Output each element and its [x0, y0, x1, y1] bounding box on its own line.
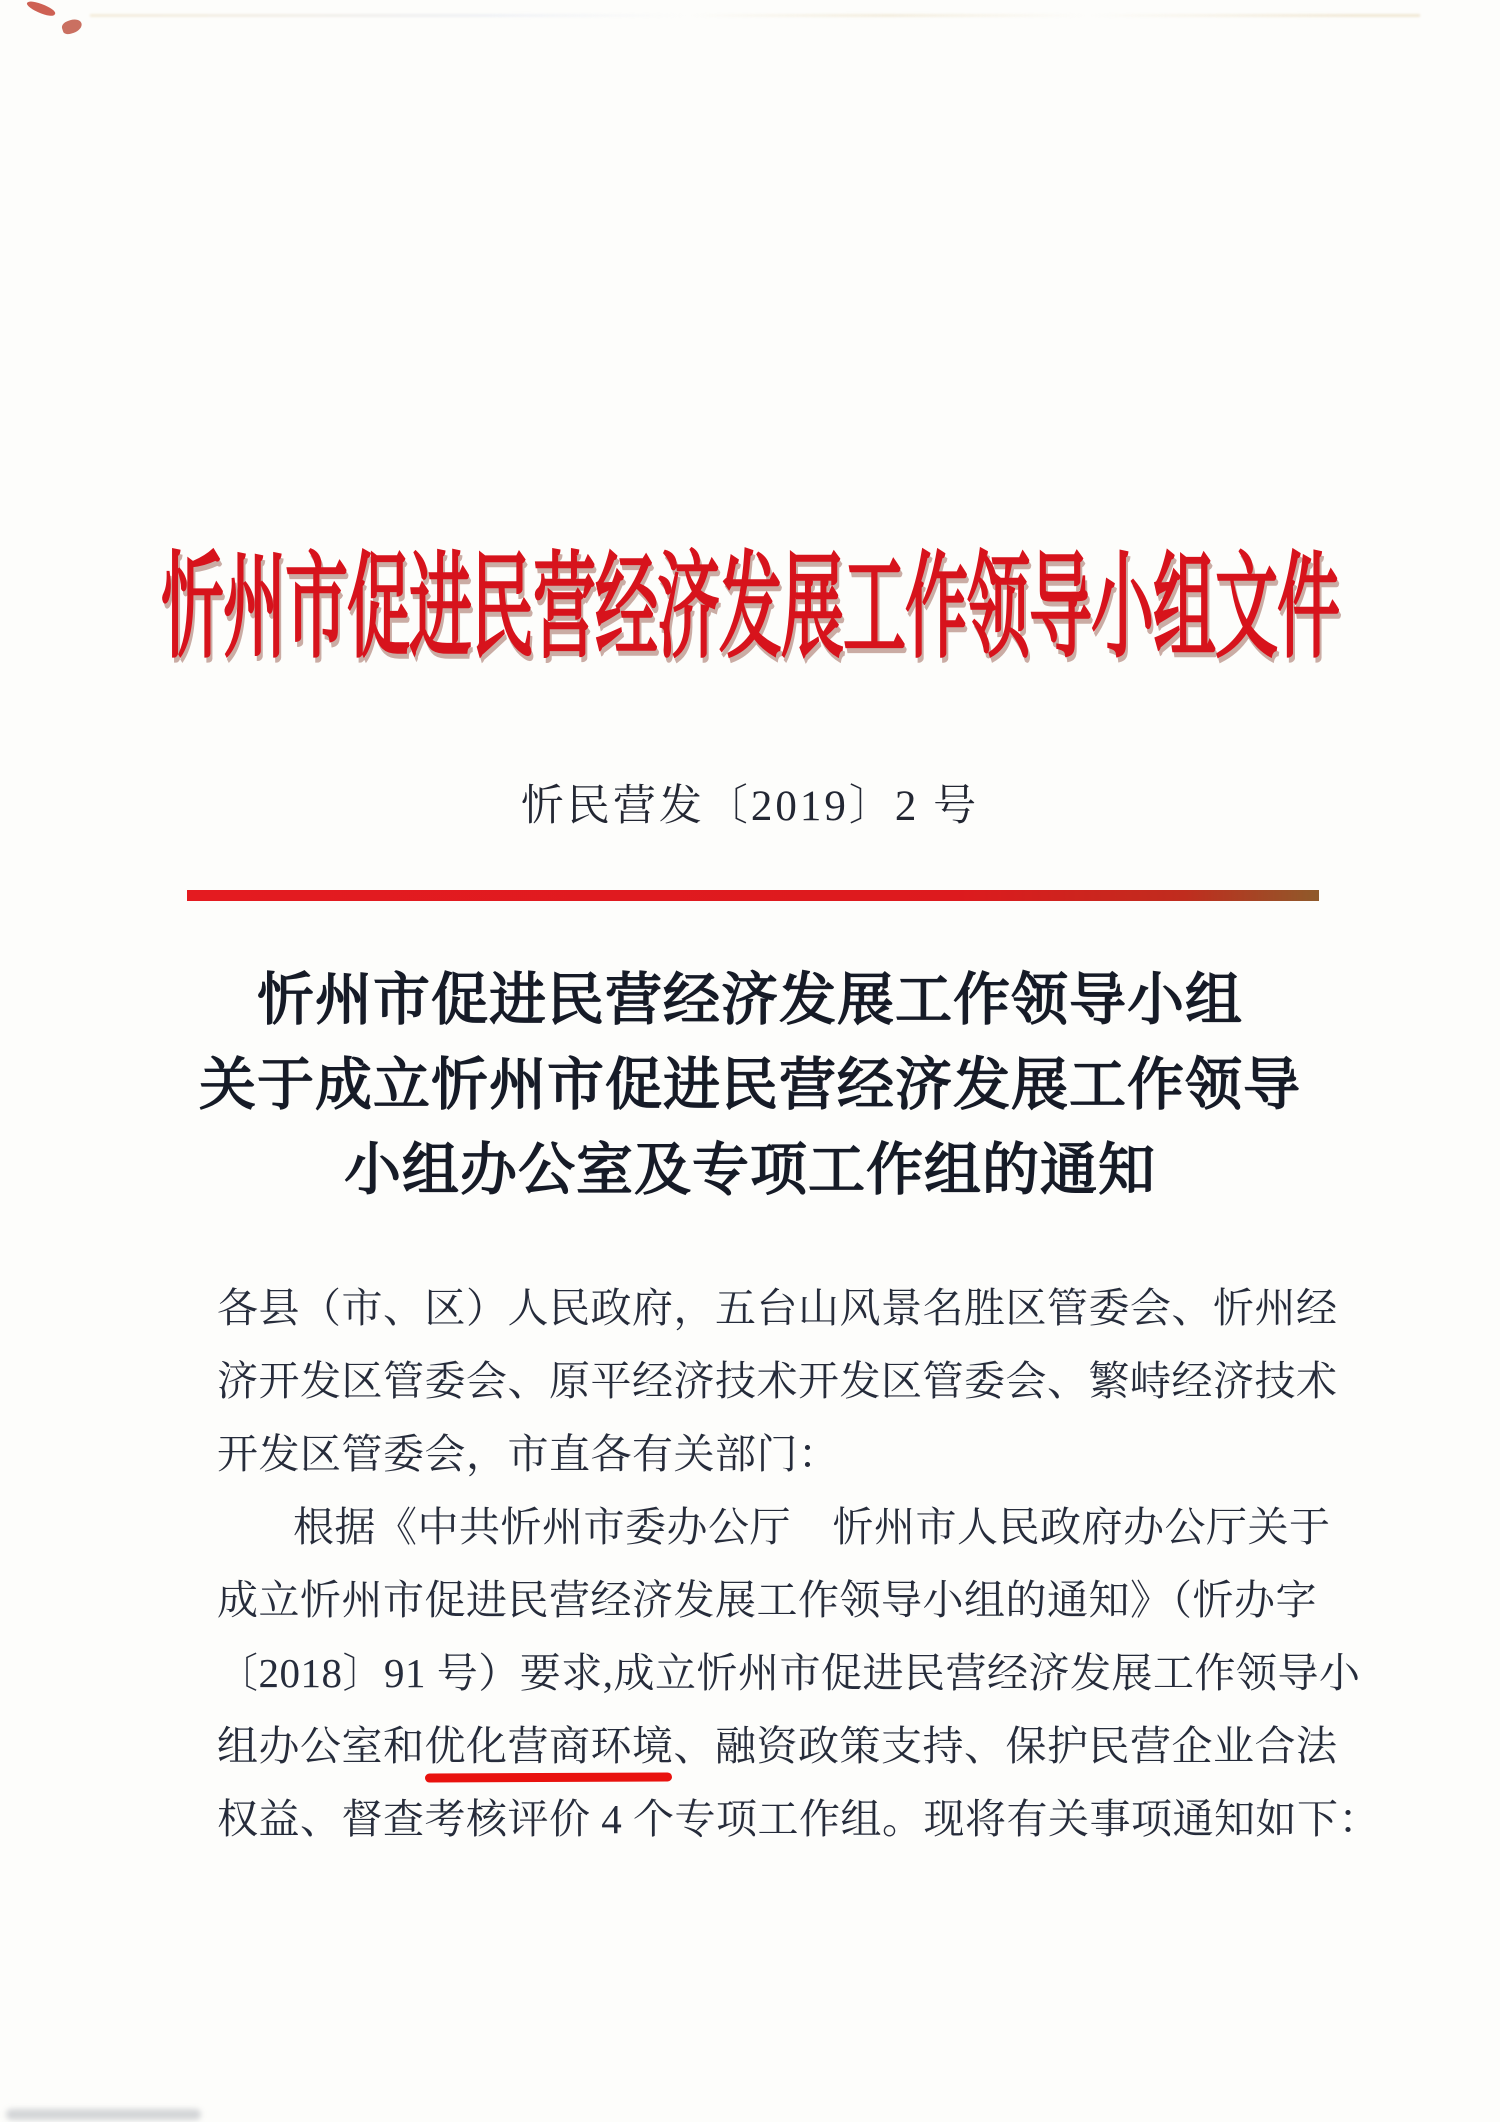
paragraph-line-4	[217, 1710, 1339, 1783]
salutation-line-2: 济开发区管委会、原平经济技术开发区管委会、繁峙经济技术	[217, 1358, 1338, 1404]
paragraph-line-4-pre: 组办公室和	[217, 1723, 425, 1769]
paragraph-line-2: 成立忻州市促进民营经济发展工作领导小组的通知》（忻办字	[217, 1577, 1317, 1623]
document-title-line-3: 小组办公室及专项工作组的通知	[344, 1139, 1156, 1202]
paragraph-line-3: 〔2018〕91 号）要求,成立忻州市促进民营经济发展工作领导小	[217, 1650, 1361, 1696]
salutation-line-3: 开发区管委会，市直各有关部门：	[217, 1431, 840, 1477]
red-separator-line	[187, 890, 1319, 901]
red-pen-mark	[60, 17, 83, 36]
paragraph-line-5: 权益、督查考核评价 4 个专项工作组。现将有关事项通知如下：	[217, 1796, 1380, 1842]
scan-streak-artifact	[90, 14, 1420, 17]
red-pen-mark	[25, 0, 56, 19]
banner-title: 忻州市促进民营经济发展工作领导小组文件	[161, 544, 1339, 672]
document-title	[0, 958, 1500, 1213]
body-text	[217, 1272, 1380, 1856]
underlined-phrase: 优化营商环境	[424, 1723, 674, 1769]
paragraph-line-4-post: 、融资政策支持、保护民营企业合法	[673, 1723, 1338, 1769]
paragraph-line-1: 根据《中共忻州市委办公厅 忻州市人民政府办公厅关于	[293, 1504, 1331, 1550]
scan-smudge-artifact	[6, 2109, 201, 2120]
salutation-line-1: 各县（市、区）人民政府，五台山风景名胜区管委会、忻州经	[217, 1285, 1338, 1331]
document-title-line-1: 忻州市促进民营经济发展工作领导小组	[257, 969, 1243, 1032]
document-title-line-2: 关于成立忻州市促进民营经济发展工作领导	[199, 1054, 1301, 1117]
document-number: 忻民营发〔2019〕2 号	[520, 783, 980, 830]
